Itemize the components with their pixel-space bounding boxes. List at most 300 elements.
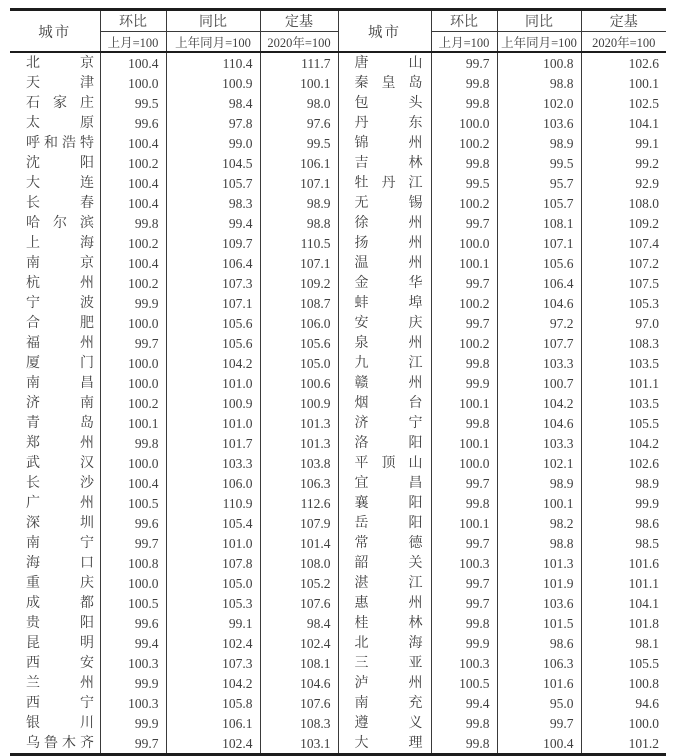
fixed-base-value-cell: 103.5 bbox=[628, 355, 659, 371]
table-row bbox=[10, 213, 666, 233]
city-name: 九江 bbox=[354, 356, 423, 371]
table-row bbox=[10, 693, 666, 713]
city-name: 南京 bbox=[26, 256, 94, 271]
fixed-base-value-cell: 106.0 bbox=[260, 313, 338, 333]
city-column-header-right: 城市 bbox=[338, 10, 431, 53]
fixed-base-value-cell: 109.2 bbox=[628, 215, 659, 231]
table-row bbox=[10, 193, 666, 213]
table-row bbox=[10, 73, 666, 93]
city-cell bbox=[338, 93, 431, 113]
mom-value-cell: 100.0 bbox=[100, 313, 166, 333]
city-cell bbox=[10, 413, 100, 433]
fixed-base-value-cell: 97.6 bbox=[260, 113, 338, 133]
mom-value-cell: 99.8 bbox=[431, 733, 497, 755]
yoy-value-cell: 102.1 bbox=[497, 453, 581, 473]
city-name: 南充 bbox=[354, 696, 423, 711]
table-row bbox=[10, 513, 666, 533]
yoy-value-cell: 107.7 bbox=[497, 333, 581, 353]
fixed-base-value-cell: 100.8 bbox=[628, 675, 659, 691]
fixed-base-note-left: 2020年=100 bbox=[260, 32, 338, 53]
city-name: 平顶山 bbox=[354, 456, 423, 471]
fixed-base-value-cell: 105.3 bbox=[628, 295, 659, 311]
city-name: 济南 bbox=[26, 396, 94, 411]
city-cell bbox=[338, 173, 431, 193]
city-name: 温州 bbox=[354, 256, 423, 271]
table-row bbox=[10, 313, 666, 333]
city-cell bbox=[338, 213, 431, 233]
city-column-header-left: 城市 bbox=[10, 10, 100, 53]
city-name: 襄阳 bbox=[354, 496, 423, 511]
mom-value-cell: 99.8 bbox=[431, 493, 497, 513]
mom-value-cell: 99.7 bbox=[100, 333, 166, 353]
fixed-base-column-header-right: 定基 bbox=[581, 10, 666, 32]
fixed-base-value-cell: 100.1 bbox=[628, 75, 659, 91]
yoy-value-cell: 106.4 bbox=[166, 253, 260, 273]
table-row bbox=[10, 373, 666, 393]
mom-base-note-left: 上月=100 bbox=[100, 32, 166, 53]
city-name: 秦皇岛 bbox=[354, 76, 423, 91]
city-cell bbox=[10, 113, 100, 133]
city-name: 宁波 bbox=[26, 296, 94, 311]
city-name: 宜昌 bbox=[354, 476, 423, 491]
fixed-base-value-cell: 107.1 bbox=[260, 253, 338, 273]
city-name: 赣州 bbox=[354, 376, 423, 391]
fixed-base-value-cell: 97.0 bbox=[635, 315, 659, 331]
city-cell bbox=[10, 573, 100, 593]
city-cell bbox=[10, 93, 100, 113]
yoy-value-cell: 101.3 bbox=[497, 553, 581, 573]
yoy-value-cell: 104.6 bbox=[497, 293, 581, 313]
city-cell bbox=[338, 433, 431, 453]
city-name: 金华 bbox=[354, 276, 423, 291]
yoy-value-cell: 98.3 bbox=[166, 193, 260, 213]
city-name: 丹东 bbox=[354, 116, 423, 131]
city-name: 厦门 bbox=[26, 356, 94, 371]
yoy-value-cell: 104.2 bbox=[497, 393, 581, 413]
mom-value-cell: 100.4 bbox=[100, 253, 166, 273]
mom-value-cell: 100.0 bbox=[431, 113, 497, 133]
mom-value-cell: 99.8 bbox=[431, 713, 497, 733]
city-cell bbox=[338, 733, 431, 755]
city-name: 武汉 bbox=[26, 456, 94, 471]
fixed-base-value-cell: 105.5 bbox=[628, 655, 659, 671]
fixed-base-value-cell: 104.1 bbox=[628, 115, 659, 131]
city-name: 韶关 bbox=[354, 556, 423, 571]
city-name: 乌鲁木齐 bbox=[26, 736, 94, 751]
yoy-value-cell: 97.2 bbox=[497, 313, 581, 333]
mom-value-cell: 100.0 bbox=[431, 453, 497, 473]
city-name: 石家庄 bbox=[26, 96, 94, 111]
mom-value-cell: 99.8 bbox=[431, 613, 497, 633]
city-name: 牡丹江 bbox=[354, 176, 423, 191]
city-name: 南昌 bbox=[26, 376, 94, 391]
yoy-value-cell: 101.6 bbox=[497, 673, 581, 693]
mom-column-header-left: 环比 bbox=[100, 10, 166, 32]
fixed-base-column-header-left: 定基 bbox=[260, 10, 338, 32]
fixed-base-value-cell: 106.3 bbox=[260, 473, 338, 493]
fixed-base-value-cell: 102.6 bbox=[628, 55, 659, 71]
city-cell bbox=[10, 373, 100, 393]
mom-value-cell: 99.7 bbox=[431, 52, 497, 73]
fixed-base-value-cell: 100.0 bbox=[628, 715, 659, 731]
mom-value-cell: 100.0 bbox=[100, 453, 166, 473]
city-name: 徐州 bbox=[354, 216, 423, 231]
city-cell bbox=[10, 253, 100, 273]
city-cell bbox=[10, 453, 100, 473]
city-cell bbox=[10, 433, 100, 453]
city-name: 泸州 bbox=[354, 676, 423, 691]
mom-value-cell: 100.8 bbox=[100, 553, 166, 573]
yoy-value-cell: 101.5 bbox=[497, 613, 581, 633]
mom-base-note-right: 上月=100 bbox=[431, 32, 497, 53]
fixed-base-value-cell: 102.6 bbox=[628, 455, 659, 471]
city-cell bbox=[338, 533, 431, 553]
fixed-base-value-cell: 109.2 bbox=[260, 273, 338, 293]
yoy-value-cell: 105.8 bbox=[166, 693, 260, 713]
fixed-base-value-cell: 105.0 bbox=[260, 353, 338, 373]
table-row bbox=[10, 633, 666, 653]
yoy-value-cell: 107.3 bbox=[166, 273, 260, 293]
mom-value-cell: 100.2 bbox=[100, 393, 166, 413]
city-cell bbox=[10, 273, 100, 293]
yoy-value-cell: 107.1 bbox=[166, 293, 260, 313]
city-cell bbox=[10, 653, 100, 673]
city-name: 福州 bbox=[26, 336, 94, 351]
table-row bbox=[10, 713, 666, 733]
mom-value-cell: 100.2 bbox=[100, 233, 166, 253]
yoy-value-cell: 109.7 bbox=[166, 233, 260, 253]
fixed-base-value-cell: 101.3 bbox=[260, 413, 338, 433]
city-cell bbox=[338, 233, 431, 253]
fixed-base-value-cell: 110.5 bbox=[260, 233, 338, 253]
mom-value-cell: 99.5 bbox=[431, 173, 497, 193]
city-name: 昆明 bbox=[26, 636, 94, 651]
city-name: 成都 bbox=[26, 596, 94, 611]
city-name: 上海 bbox=[26, 236, 94, 251]
table-row bbox=[10, 433, 666, 453]
fixed-base-value-cell: 92.9 bbox=[635, 175, 659, 191]
city-cell bbox=[338, 153, 431, 173]
mom-value-cell: 100.1 bbox=[431, 513, 497, 533]
yoy-base-note-right: 上年同月=100 bbox=[497, 32, 581, 53]
mom-value-cell: 100.2 bbox=[431, 293, 497, 313]
city-name: 常德 bbox=[354, 536, 423, 551]
city-name: 唐山 bbox=[354, 56, 423, 71]
city-name: 兰州 bbox=[26, 676, 94, 691]
yoy-value-cell: 98.9 bbox=[497, 473, 581, 493]
mom-value-cell: 100.0 bbox=[431, 233, 497, 253]
mom-value-cell: 99.6 bbox=[100, 613, 166, 633]
table-row bbox=[10, 653, 666, 673]
city-name: 烟台 bbox=[354, 396, 423, 411]
table-row bbox=[10, 333, 666, 353]
fixed-base-value-cell: 99.1 bbox=[635, 135, 659, 151]
city-cell bbox=[338, 253, 431, 273]
yoy-value-cell: 98.8 bbox=[497, 533, 581, 553]
fixed-base-value-cell: 107.6 bbox=[260, 693, 338, 713]
yoy-value-cell: 99.0 bbox=[166, 133, 260, 153]
table-row bbox=[10, 153, 666, 173]
yoy-value-cell: 100.7 bbox=[497, 373, 581, 393]
table-body bbox=[10, 52, 666, 755]
city-cell bbox=[338, 393, 431, 413]
yoy-value-cell: 105.7 bbox=[166, 173, 260, 193]
city-cell bbox=[338, 73, 431, 93]
city-cell bbox=[338, 113, 431, 133]
city-name: 无锡 bbox=[354, 196, 423, 211]
yoy-value-cell: 110.4 bbox=[166, 52, 260, 73]
city-name: 青岛 bbox=[26, 416, 94, 431]
city-name: 太原 bbox=[26, 116, 94, 131]
city-name: 贵阳 bbox=[26, 616, 94, 631]
mom-value-cell: 100.2 bbox=[100, 153, 166, 173]
table-row bbox=[10, 593, 666, 613]
mom-value-cell: 100.4 bbox=[100, 193, 166, 213]
yoy-value-cell: 106.0 bbox=[166, 473, 260, 493]
city-name: 遵义 bbox=[354, 716, 423, 731]
city-cell bbox=[338, 273, 431, 293]
mom-value-cell: 99.7 bbox=[431, 473, 497, 493]
mom-value-cell: 99.5 bbox=[100, 93, 166, 113]
yoy-column-header-left: 同比 bbox=[166, 10, 260, 32]
mom-value-cell: 100.4 bbox=[100, 173, 166, 193]
yoy-value-cell: 101.9 bbox=[497, 573, 581, 593]
city-name: 安庆 bbox=[354, 316, 423, 331]
fixed-base-value-cell: 107.9 bbox=[260, 513, 338, 533]
table-row bbox=[10, 553, 666, 573]
mom-value-cell: 99.8 bbox=[431, 413, 497, 433]
city-cell bbox=[10, 52, 100, 73]
fixed-base-value-cell: 98.1 bbox=[635, 635, 659, 651]
yoy-value-cell: 105.7 bbox=[497, 193, 581, 213]
yoy-value-cell: 104.5 bbox=[166, 153, 260, 173]
yoy-value-cell: 100.9 bbox=[166, 73, 260, 93]
city-name: 合肥 bbox=[26, 316, 94, 331]
city-cell bbox=[338, 333, 431, 353]
yoy-value-cell: 105.6 bbox=[166, 313, 260, 333]
mom-value-cell: 100.1 bbox=[431, 393, 497, 413]
mom-value-cell: 99.8 bbox=[431, 153, 497, 173]
yoy-value-cell: 103.3 bbox=[497, 433, 581, 453]
mom-value-cell: 100.5 bbox=[100, 493, 166, 513]
mom-value-cell: 100.5 bbox=[100, 593, 166, 613]
mom-value-cell: 99.7 bbox=[100, 733, 166, 755]
fixed-base-value-cell: 108.0 bbox=[628, 195, 659, 211]
city-name: 济宁 bbox=[354, 416, 423, 431]
mom-value-cell: 99.7 bbox=[431, 213, 497, 233]
mom-value-cell: 99.8 bbox=[431, 73, 497, 93]
header-row-groups bbox=[10, 10, 666, 32]
city-cell bbox=[338, 313, 431, 333]
table-row bbox=[10, 493, 666, 513]
mom-value-cell: 100.1 bbox=[100, 413, 166, 433]
mom-value-cell: 100.2 bbox=[431, 333, 497, 353]
fixed-base-value-cell: 105.6 bbox=[260, 333, 338, 353]
fixed-base-value-cell: 98.5 bbox=[635, 535, 659, 551]
fixed-base-value-cell: 107.6 bbox=[260, 593, 338, 613]
yoy-base-note-left: 上年同月=100 bbox=[166, 32, 260, 53]
fixed-base-value-cell: 104.2 bbox=[628, 435, 659, 451]
city-cell bbox=[338, 413, 431, 433]
city-cell bbox=[10, 553, 100, 573]
mom-value-cell: 99.7 bbox=[431, 533, 497, 553]
city-name: 西宁 bbox=[26, 696, 94, 711]
fixed-base-value-cell: 94.6 bbox=[635, 695, 659, 711]
fixed-base-value-cell: 107.2 bbox=[628, 255, 659, 271]
table-row bbox=[10, 93, 666, 113]
city-cell bbox=[338, 713, 431, 733]
fixed-base-value-cell: 99.5 bbox=[260, 133, 338, 153]
yoy-value-cell: 98.9 bbox=[497, 133, 581, 153]
fixed-base-value-cell: 108.3 bbox=[260, 713, 338, 733]
mom-value-cell: 99.9 bbox=[431, 633, 497, 653]
fixed-base-value-cell: 100.6 bbox=[260, 373, 338, 393]
yoy-value-cell: 101.0 bbox=[166, 533, 260, 553]
yoy-value-cell: 103.3 bbox=[497, 353, 581, 373]
city-cell bbox=[338, 613, 431, 633]
city-cell bbox=[338, 593, 431, 613]
mom-value-cell: 99.8 bbox=[100, 213, 166, 233]
yoy-value-cell: 106.1 bbox=[166, 713, 260, 733]
city-cell bbox=[338, 693, 431, 713]
city-cell bbox=[10, 193, 100, 213]
table-row bbox=[10, 393, 666, 413]
fixed-base-value-cell: 100.9 bbox=[260, 393, 338, 413]
city-cell bbox=[10, 713, 100, 733]
mom-value-cell: 100.0 bbox=[100, 353, 166, 373]
city-cell bbox=[10, 153, 100, 173]
table-row bbox=[10, 233, 666, 253]
yoy-value-cell: 107.8 bbox=[166, 553, 260, 573]
city-cell bbox=[338, 673, 431, 693]
table-row bbox=[10, 353, 666, 373]
table-row bbox=[10, 113, 666, 133]
city-cell bbox=[10, 533, 100, 553]
yoy-value-cell: 100.1 bbox=[497, 493, 581, 513]
city-name: 桂林 bbox=[354, 616, 423, 631]
fixed-base-value-cell: 101.1 bbox=[628, 375, 659, 391]
yoy-value-cell: 103.6 bbox=[497, 593, 581, 613]
mom-value-cell: 99.4 bbox=[431, 693, 497, 713]
fixed-base-value-cell: 108.3 bbox=[628, 335, 659, 351]
city-name: 泉州 bbox=[354, 336, 423, 351]
yoy-value-cell: 95.7 bbox=[497, 173, 581, 193]
yoy-value-cell: 103.3 bbox=[166, 453, 260, 473]
city-cell bbox=[10, 293, 100, 313]
fixed-base-value-cell: 102.4 bbox=[260, 633, 338, 653]
yoy-value-cell: 105.3 bbox=[166, 593, 260, 613]
fixed-base-value-cell: 98.9 bbox=[260, 193, 338, 213]
city-cell bbox=[10, 133, 100, 153]
yoy-value-cell: 103.6 bbox=[497, 113, 581, 133]
city-cell bbox=[10, 593, 100, 613]
city-cell bbox=[338, 653, 431, 673]
table-row bbox=[10, 293, 666, 313]
table-row bbox=[10, 273, 666, 293]
yoy-value-cell: 105.6 bbox=[497, 253, 581, 273]
yoy-value-cell: 98.8 bbox=[497, 73, 581, 93]
fixed-base-value-cell: 104.1 bbox=[628, 595, 659, 611]
city-cell bbox=[10, 313, 100, 333]
mom-value-cell: 100.3 bbox=[431, 653, 497, 673]
city-cell bbox=[10, 173, 100, 193]
mom-value-cell: 99.8 bbox=[431, 93, 497, 113]
yoy-value-cell: 108.1 bbox=[497, 213, 581, 233]
city-name: 广州 bbox=[26, 496, 94, 511]
mom-value-cell: 100.2 bbox=[431, 193, 497, 213]
fixed-base-value-cell: 103.1 bbox=[260, 733, 338, 755]
city-name: 长沙 bbox=[26, 476, 94, 491]
city-name: 岳阳 bbox=[354, 516, 423, 531]
city-cell bbox=[10, 473, 100, 493]
mom-value-cell: 100.3 bbox=[100, 653, 166, 673]
mom-value-cell: 99.6 bbox=[100, 113, 166, 133]
city-cell bbox=[338, 373, 431, 393]
city-cell bbox=[338, 513, 431, 533]
yoy-value-cell: 104.6 bbox=[497, 413, 581, 433]
yoy-value-cell: 99.7 bbox=[497, 713, 581, 733]
city-cell bbox=[10, 213, 100, 233]
mom-value-cell: 100.4 bbox=[100, 473, 166, 493]
mom-value-cell: 99.7 bbox=[431, 573, 497, 593]
fixed-base-value-cell: 108.0 bbox=[260, 553, 338, 573]
yoy-value-cell: 101.7 bbox=[166, 433, 260, 453]
fixed-base-value-cell: 104.6 bbox=[260, 673, 338, 693]
mom-value-cell: 100.4 bbox=[100, 52, 166, 73]
city-cell bbox=[10, 693, 100, 713]
fixed-base-value-cell: 103.5 bbox=[628, 395, 659, 411]
city-name: 重庆 bbox=[26, 576, 94, 591]
city-name: 北海 bbox=[354, 636, 423, 651]
fixed-base-value-cell: 98.9 bbox=[635, 475, 659, 491]
city-name: 蚌埠 bbox=[354, 296, 423, 311]
city-name: 杭州 bbox=[26, 276, 94, 291]
table-row bbox=[10, 733, 666, 755]
yoy-value-cell: 97.8 bbox=[166, 113, 260, 133]
mom-value-cell: 99.8 bbox=[100, 433, 166, 453]
city-cell bbox=[338, 573, 431, 593]
fixed-base-value-cell: 101.6 bbox=[628, 555, 659, 571]
city-price-index-table bbox=[10, 8, 666, 756]
yoy-value-cell: 102.4 bbox=[166, 733, 260, 755]
fixed-base-value-cell: 103.8 bbox=[260, 453, 338, 473]
yoy-value-cell: 107.3 bbox=[166, 653, 260, 673]
city-cell bbox=[10, 733, 100, 755]
mom-value-cell: 100.0 bbox=[100, 573, 166, 593]
city-name: 北京 bbox=[26, 56, 94, 71]
fixed-base-value-cell: 101.2 bbox=[628, 735, 659, 751]
mom-value-cell: 99.9 bbox=[100, 713, 166, 733]
city-cell bbox=[338, 493, 431, 513]
mom-value-cell: 99.4 bbox=[100, 633, 166, 653]
yoy-value-cell: 99.5 bbox=[497, 153, 581, 173]
table-row bbox=[10, 673, 666, 693]
city-name: 天津 bbox=[26, 76, 94, 91]
mom-value-cell: 100.2 bbox=[100, 273, 166, 293]
city-cell bbox=[338, 193, 431, 213]
mom-value-cell: 99.7 bbox=[431, 313, 497, 333]
mom-value-cell: 100.0 bbox=[100, 73, 166, 93]
table-row bbox=[10, 253, 666, 273]
table-row bbox=[10, 413, 666, 433]
table-header bbox=[10, 10, 666, 53]
yoy-value-cell: 102.4 bbox=[166, 633, 260, 653]
table-row bbox=[10, 473, 666, 493]
city-name: 三亚 bbox=[354, 656, 423, 671]
city-cell bbox=[338, 473, 431, 493]
mom-value-cell: 100.4 bbox=[100, 133, 166, 153]
table-row bbox=[10, 453, 666, 473]
